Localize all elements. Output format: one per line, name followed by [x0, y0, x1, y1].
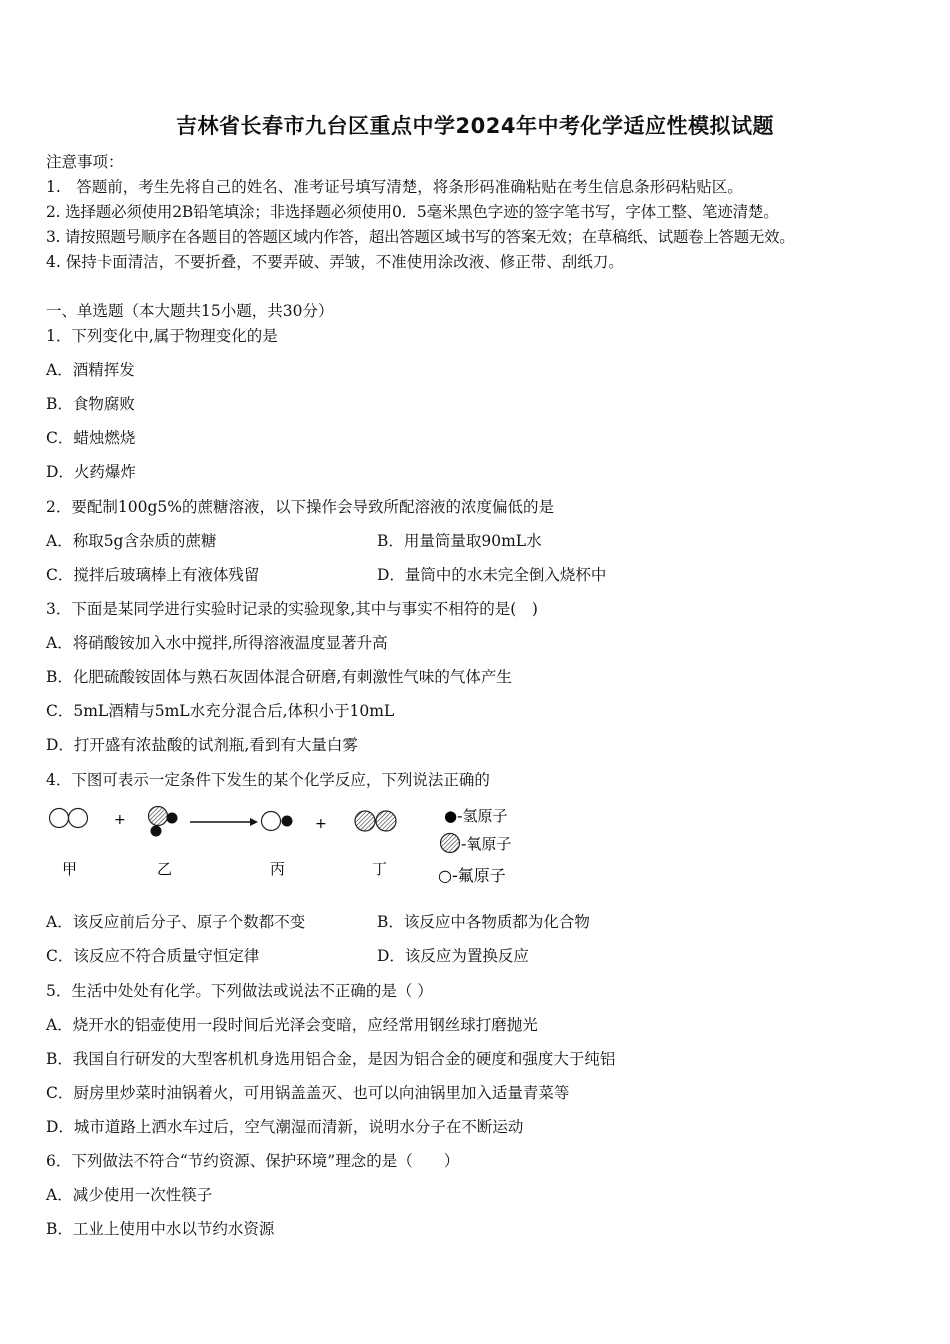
q2-option-b: B．用量筒量取90mL水	[377, 532, 542, 550]
notice-item: 4. 保持卡面清洁，不要折叠，不要弄破、弄皱，不准使用涂改液、修正带、刮纸刀。	[46, 253, 624, 271]
q2-option-c: C．搅拌后玻璃棒上有液体残留	[46, 566, 260, 584]
q6-option-a: A．减少使用一次性筷子	[46, 1186, 213, 1204]
q4-option-b: B．该反应中各物质都为化合物	[377, 913, 590, 931]
question-5-stem: 5．生活中处处有化学。下列做法或说法不正确的是（ ）	[46, 982, 433, 1000]
question-4-stem: 4．下图可表示一定条件下发生的某个化学反应，下列说法正确的	[46, 771, 490, 789]
q1-option-c: C．蜡烛燃烧	[46, 429, 136, 447]
plus-sign: +	[114, 812, 126, 828]
molecule-jia	[50, 809, 88, 828]
q5-option-c: C．厨房里炒菜时油锅着火，可用锅盖盖灭、也可以向油锅里加入适量青菜等	[46, 1084, 570, 1102]
q3-option-c: C．5mL酒精与5mL水充分混合后,体积小于10mL	[46, 702, 395, 720]
q3-option-b: B．化肥硫酸铵固体与熟石灰固体混合研磨,有刺激性气味的气体产生	[46, 668, 512, 686]
q5-option-a: A．烧开水的铝壶使用一段时间后光泽会变暗，应经常用钢丝球打磨抛光	[46, 1016, 538, 1034]
q2-option-d: D．量筒中的水未完全倒入烧杯中	[377, 566, 607, 584]
question-1-stem: 1．下列变化中,属于物理变化的是	[46, 327, 278, 345]
q1-option-b: B．食物腐败	[46, 395, 135, 413]
q3-option-d: D．打开盛有浓盐酸的试剂瓶,看到有大量白雾	[46, 736, 358, 754]
notice-heading: 注意事项：	[46, 153, 124, 171]
page-title: 吉林省长春市九台区重点中学2024年中考化学适应性模拟试题	[176, 114, 774, 138]
notice-item: 1. 答题前，考生先将自己的姓名、准考证号填写清楚，将条形码准确粘贴在考生信息条形码粘贴区。	[46, 178, 743, 196]
notice-item: 3. 请按照题号顺序在各题目的答题区域内作答，超出答题区域书写的答案无效；在草稿纸、试题卷上答题无效。	[46, 228, 795, 246]
q1-option-a: A．酒精挥发	[46, 361, 135, 379]
legend-oxygen-icon	[441, 834, 460, 853]
label-bing: 丙	[270, 860, 286, 878]
reaction-diagram	[40, 798, 600, 898]
plus-sign: +	[315, 816, 327, 832]
notice-item: 2. 选择题必须使用2B铅笔填涂；非选择题必须使用0．5毫米黑色字迹的签字笔书写，字体工整、笔迹清楚。	[46, 203, 779, 221]
legend-oxygen: -氧原子	[461, 835, 512, 853]
legend-fluorine: ○-氟原子	[438, 866, 506, 885]
question-3-stem: 3．下面是某同学进行实验时记录的实验现象,其中与事实不相符的是( )	[46, 600, 538, 618]
legend-hydrogen: ●-氢原子	[444, 807, 508, 825]
question-6-stem: 6．下列做法不符合“节约资源、保护环境”理念的是（ ）	[46, 1152, 460, 1170]
q2-option-a: A．称取5g含杂质的蔗糖	[46, 532, 217, 550]
reaction-arrow	[190, 818, 258, 826]
q6-option-b: B．工业上使用中水以节约水资源	[46, 1220, 275, 1238]
q4-option-d: D．该反应为置换反应	[377, 947, 529, 965]
question-2-stem: 2．要配制100g5%的蔗糖溶液，以下操作会导致所配溶液的浓度偏低的是	[46, 498, 554, 516]
legend	[438, 807, 511, 885]
molecule-yi	[149, 807, 178, 837]
q5-option-b: B．我国自行研发的大型客机机身选用铝合金，是因为铝合金的硬度和强度大于纯铝	[46, 1050, 616, 1068]
q4-option-a: A．该反应前后分子、原子个数都不变	[46, 913, 306, 931]
molecule-ding	[355, 811, 396, 831]
label-yi: 乙	[157, 860, 173, 878]
q5-option-d: D．城市道路上洒水车过后，空气潮湿而清新，说明水分子在不断运动	[46, 1118, 524, 1136]
q3-option-a: A．将硝酸铵加入水中搅拌,所得溶液温度显著升高	[46, 634, 388, 652]
label-jia: 甲	[62, 860, 78, 878]
molecule-bing	[262, 812, 293, 831]
q4-option-c: C．该反应不符合质量守恒定律	[46, 947, 260, 965]
q1-option-d: D．火药爆炸	[46, 463, 136, 481]
section-heading: 一、单选题（本大题共15小题，共30分）	[46, 302, 334, 320]
label-ding: 丁	[372, 860, 388, 878]
